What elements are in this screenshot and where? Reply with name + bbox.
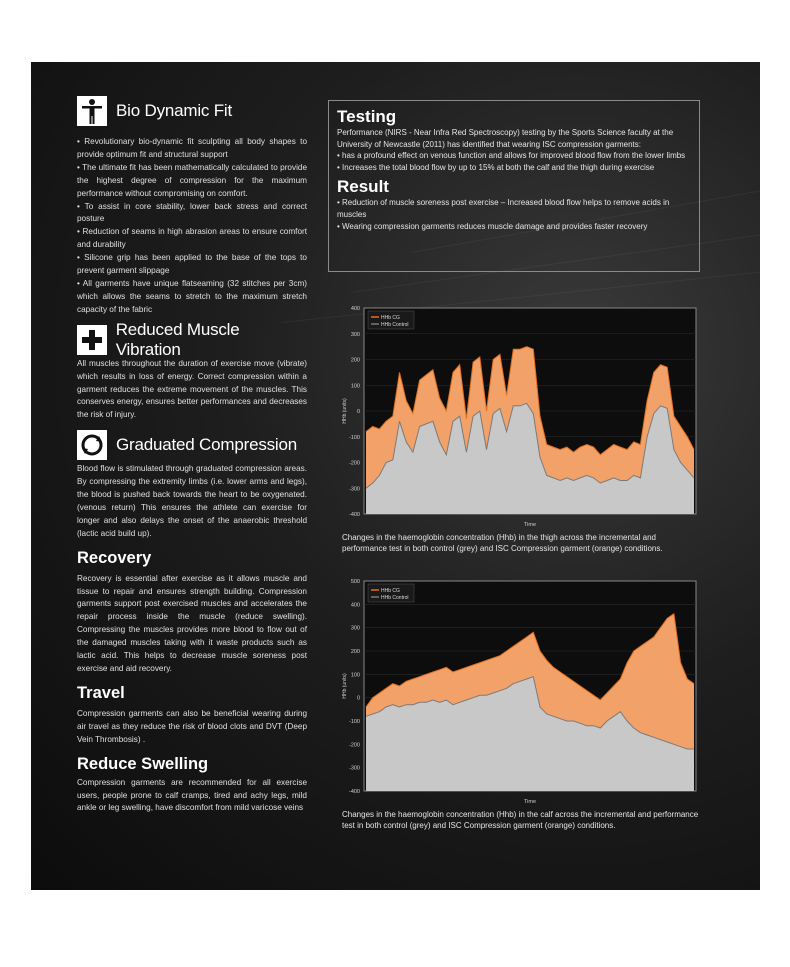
- brochure-panel: [31, 62, 760, 890]
- circular-arrows-icon: [77, 430, 107, 460]
- thigh-chart-caption: Changes in the haemoglobin concentration (Hhb) in the thigh across the incremental and performance test in both control (grey) and ISC Compression garment (orange) conditions.: [342, 533, 663, 553]
- y-tick-label: -100: [348, 434, 360, 441]
- y-tick-label: -200: [348, 460, 360, 467]
- result-bullet: • Wearing compression garments reduces muscle damage and provides faster recovery: [337, 221, 648, 231]
- y-tick-label: 100: [350, 672, 360, 679]
- left-column: [77, 96, 307, 815]
- thigh-chart-block: [324, 302, 702, 554]
- y-axis-label: HHb (units): [342, 673, 348, 699]
- calf-chart-caption: Changes in the haemoglobin concentration (Hhb) in the calf across the incremental and performance test in both control (grey) and ISC Compression garment (orange) conditions.: [342, 810, 699, 830]
- y-tick-label: 200: [350, 357, 360, 364]
- vibration-title: Reduced Muscle Vibration: [115, 319, 240, 359]
- chart-legend: [368, 311, 414, 329]
- calf-chart: [324, 575, 702, 805]
- testing-title: Testing: [337, 107, 397, 126]
- calf-chart-block: [324, 575, 702, 831]
- testing-intro: Performance (NIRS - Near Infra Red Spectroscopy) testing by the Sports Science faculty at the University of Newcastle (2011) has identified that wearing ISC compression garments:: [337, 128, 674, 149]
- legend-label: HHb Control: [381, 322, 409, 328]
- chart-legend: [368, 584, 414, 602]
- recovery-text: Recovery is essential after exercise as it allows muscle and tissue to repair and ensures strength building. Compression garments support post exercised muscles and accelerates the repair process inside the muscle (reduce swelling). Compressing the muscles provides more blood to flow out of the damaged muscles taking with it waste products such as lactic acid. This helps to decrease muscle soreness post exercise and aid recovery.: [77, 573, 307, 673]
- y-tick-label: 0: [356, 695, 360, 702]
- swelling-text: Compression garments are recommended for all exercise users, people prone to calf cramps, tired and achy legs, mild ankle or leg swelling, have discomfort from mild varicose veins: [77, 777, 307, 813]
- biodynamic-bullet: • Revolutionary bio-dynamic fit sculpting all body shapes to provide optimum fit and structural support: [77, 137, 307, 159]
- result-bullet: • Reduction of muscle soreness post exercise – Increased blood flow helps to remove acids in muscles: [337, 198, 670, 219]
- y-tick-label: 100: [350, 383, 360, 390]
- recovery-title: Recovery: [77, 548, 152, 567]
- biodynamic-heading: [77, 96, 307, 126]
- testing-box: [328, 100, 700, 272]
- y-tick-label: -200: [348, 742, 360, 749]
- graduated-title: Graduated Compression: [116, 435, 298, 455]
- result-title: Result: [337, 177, 389, 197]
- biodynamic-bullet: • The ultimate fit has been mathematically calculated to provide the highest degree of compression for the maximum performance without compromising on comfort.: [77, 162, 307, 198]
- y-tick-label: -400: [348, 789, 360, 795]
- biodynamic-bullet: • To assist in core stability, lower back stress and correct posture: [77, 201, 307, 224]
- body-figure-icon: [77, 96, 107, 126]
- legend-label: HHb CG: [381, 315, 400, 321]
- biodynamic-bullet: • All garments have unique flatseaming (32 stitches per 3cm) which allows the seams to stretch to the maximum stretch capacity of the fabric: [77, 278, 307, 314]
- legend-label: HHb CG: [381, 588, 400, 594]
- y-tick-label: -400: [348, 512, 360, 518]
- vibration-text: All muscles throughout the duration of exercise move (vibrate) which results in loss of energy. Correct compression within a garment reduces the extreme movement of the muscles. This conserves energy, ensures better performances and decreases the risk of injury.: [77, 358, 307, 420]
- graduated-heading: [77, 430, 307, 460]
- biodynamic-bullet: • Reduction of seams in high abrasion areas to ensure comfort and durability: [77, 227, 307, 250]
- y-tick-label: 400: [350, 602, 360, 609]
- vibration-heading: [77, 319, 307, 359]
- plus-icon: [77, 325, 107, 355]
- testing-bullet: • Increases the total blood flow by up to 15% at both the calf and the thigh during exercise: [337, 162, 655, 172]
- swelling-title: Reduce Swelling: [77, 754, 209, 773]
- graduated-text: Blood flow is stimulated through graduated compression areas. By compressing the extremity limbs (i.e. lower arms and legs), the blood is pushed back towards the heart to be oxygenated. (venous return) This ensures the athlete can exercise for longer and also delays the onset of the anaerobic threshold (lactic acid build up).: [77, 464, 307, 538]
- y-tick-label: 300: [350, 331, 360, 338]
- y-tick-label: 400: [350, 306, 360, 312]
- y-tick-label: 0: [356, 409, 360, 415]
- biodynamic-list: [77, 136, 307, 317]
- x-axis-label: Time: [523, 522, 537, 528]
- legend-label: HHb Control: [381, 595, 409, 601]
- y-tick-label: -300: [348, 765, 360, 772]
- biodynamic-title: Bio Dynamic Fit: [116, 101, 233, 120]
- thigh-chart: [324, 302, 702, 528]
- testing-bullet: • has a profound effect on venous function and allows for improved blood flow from the lower limbs: [337, 151, 686, 161]
- y-axis-label: HHb (units): [342, 398, 348, 424]
- y-tick-label: -100: [348, 719, 360, 725]
- travel-text: Compression garments can also be beneficial wearing during air travel as they reduce the risk of blood clots and DVT (Deep Vein Thrombosis) .: [77, 708, 307, 744]
- travel-title: Travel: [77, 683, 125, 702]
- y-tick-label: 500: [350, 579, 360, 585]
- biodynamic-bullet: • Silicone grip has been applied to the base of the tops to prevent garment slippage: [77, 253, 307, 276]
- y-tick-label: -300: [348, 486, 360, 493]
- y-tick-label: 200: [350, 649, 360, 655]
- x-axis-label: Time: [523, 799, 537, 805]
- y-tick-label: 300: [350, 625, 360, 632]
